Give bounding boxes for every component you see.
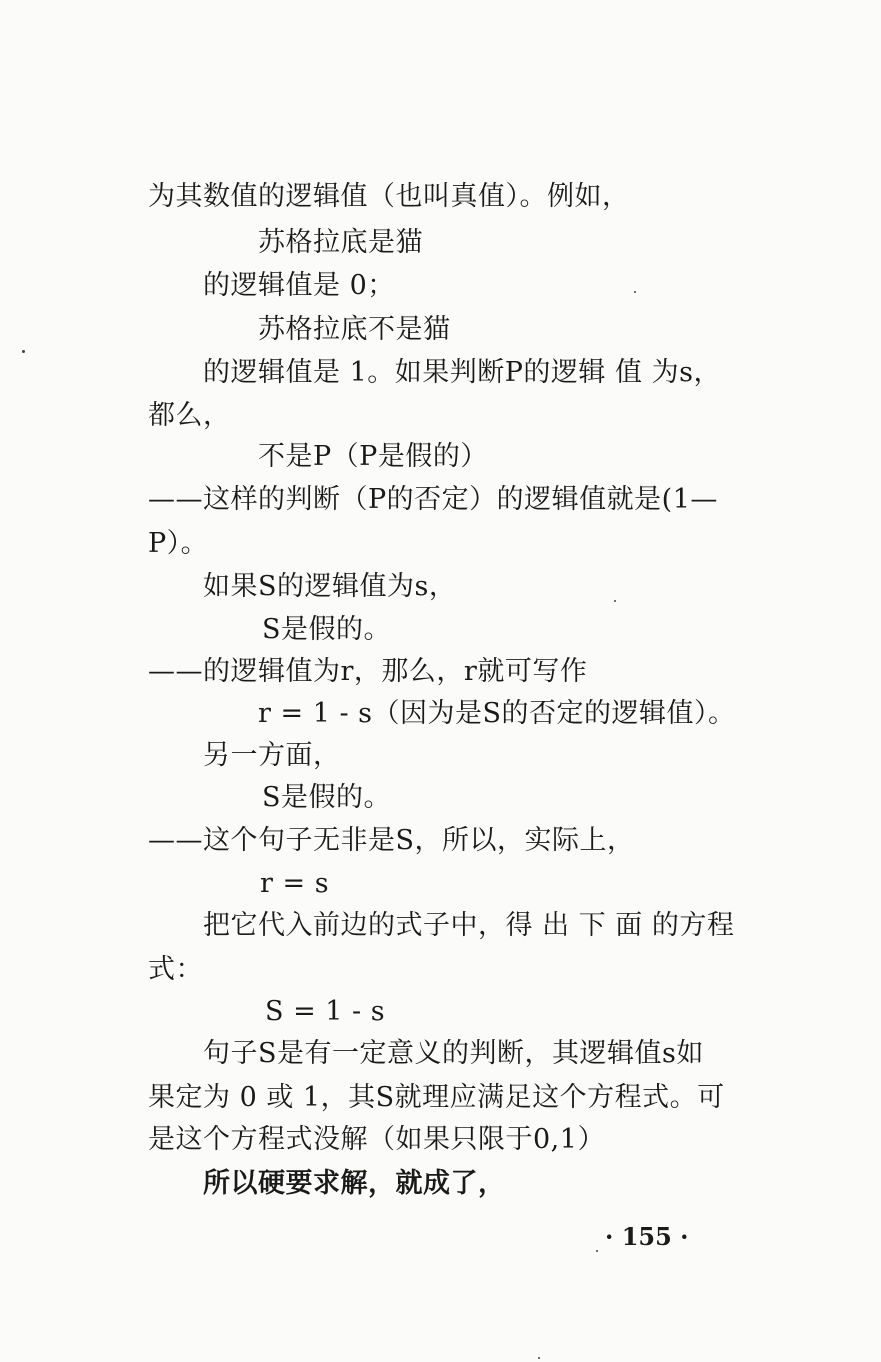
- text-line-14: 另一方面，: [203, 740, 341, 771]
- text-line-6: 都么，: [148, 400, 231, 431]
- text-line-3: 的逻辑值是 0；: [203, 270, 395, 301]
- scan-speck: [538, 1357, 540, 1359]
- text-line-4: 苏格拉底不是猫: [258, 314, 451, 345]
- scan-speck: [614, 600, 616, 602]
- text-line-7: 不是P（P是假的）: [258, 441, 488, 472]
- text-line-19: 式：: [148, 954, 203, 985]
- scan-speck: [22, 350, 25, 353]
- text-line-23: 是这个方程式没解（如果只限于0,1）: [148, 1124, 605, 1155]
- text-line-10: 如果S的逻辑值为s，: [203, 571, 457, 602]
- text-line-11: S是假的。: [262, 614, 391, 645]
- text-line-15: S是假的。: [262, 782, 391, 813]
- text-line-2: 苏格拉底是猫: [258, 227, 423, 258]
- text-line-17: r = s: [260, 868, 330, 899]
- text-line-16: ——这个句子无非是S，所以，实际上，: [148, 825, 635, 856]
- text-line-5: 的逻辑值是 1。如果判断P的逻辑 值 为s，: [203, 357, 721, 388]
- text-line-1: 为其数值的逻辑值（也叫真值）。例如，: [148, 181, 630, 212]
- text-line-8: ——这样的判断（P的否定）的逻辑值就是(1—: [148, 484, 718, 515]
- text-line-18: 把它代入前边的式子中，得 出 下 面 的方程: [203, 910, 735, 941]
- text-line-12: ——的逻辑值为r，那么，r就可写作: [148, 656, 588, 687]
- text-line-20: S = 1 - s: [265, 996, 386, 1027]
- page-number: · 155 ·: [605, 1222, 689, 1251]
- text-line-9: P）。: [148, 528, 209, 559]
- scan-speck: [596, 1250, 598, 1252]
- text-line-21: 句子S是有一定意义的判断，其逻辑值s如: [203, 1038, 704, 1069]
- text-line-22: 果定为 0 或 1，其S就理应满足这个方程式。可: [148, 1082, 725, 1113]
- scan-speck: [634, 291, 636, 293]
- text-line-24: 所以硬要求解，就成了，: [203, 1168, 506, 1199]
- text-line-13: r = 1 - s（因为是S的否定的逻辑值）。: [258, 698, 736, 729]
